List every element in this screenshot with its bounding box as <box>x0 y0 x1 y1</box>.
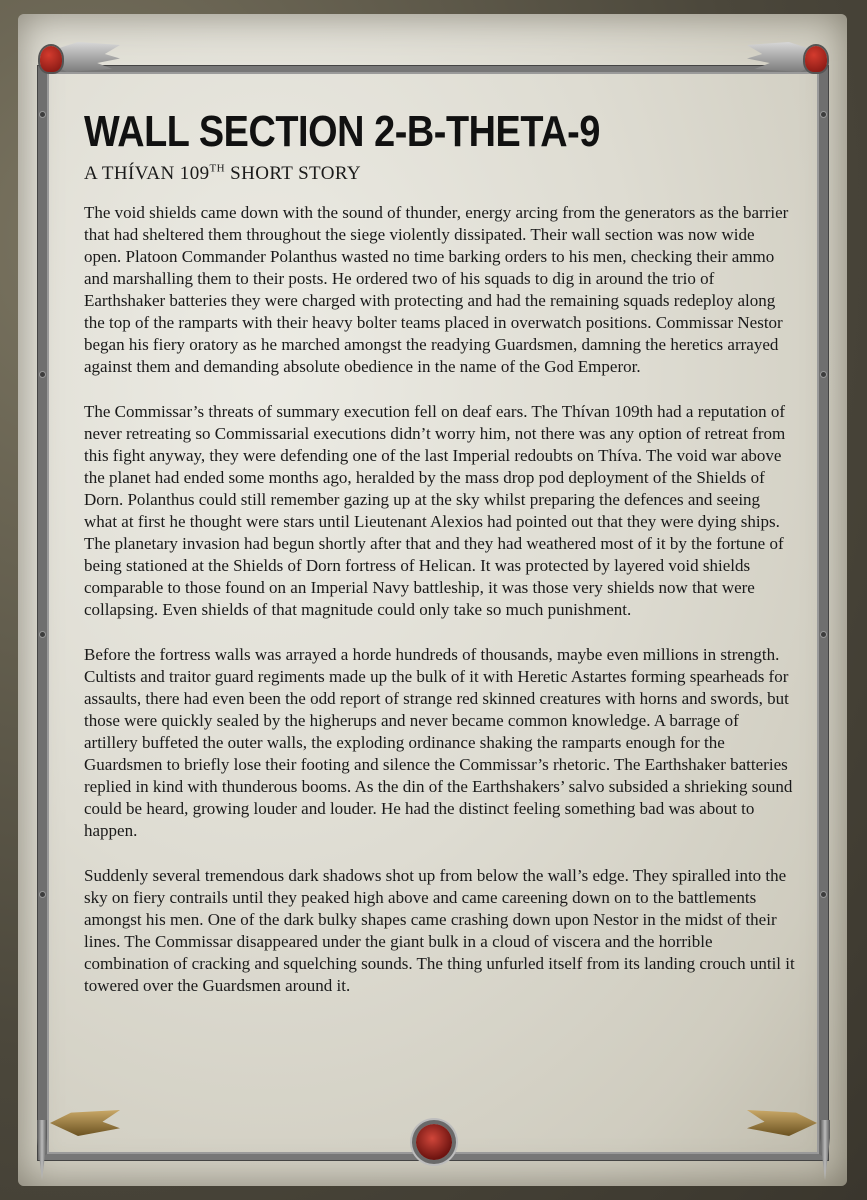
rivet-icon <box>821 372 826 377</box>
rivet-icon <box>40 632 45 637</box>
subtitle-prefix: A THÍVAN 109 <box>84 163 210 184</box>
page-title: WALL SECTION 2-B-THETA-9 <box>84 107 600 156</box>
subtitle-suffix: SHORT STORY <box>224 163 361 184</box>
paragraph: The void shields came down with the sound of thunder, energy arcing from the generators as the barrier that had sheltered them throughout the siege violently dissipated. Their wall section was now wide open. Platoon Commander Polanthus wasted no time barking orders to his men, checking their ammo and marshalling them to their posts. He ordered two of his squads to dig in around the trio of Earthshaker batteries they were charged with protecting and had the remaining squads redeploy along the top of the ramparts with their heavy bolter teams placed in overwatch positions. Commissar Nestor began his fiery oratory as he marched amongst the readying Guardsmen, damning the heretics arrayed against them and demanding absolute obedience in the name of the God Emperor. <box>84 203 789 376</box>
story-content <box>84 106 796 1020</box>
paragraph: Suddenly several tremendous dark shadows shot up from below the wall’s edge. They spiralled into the sky on fiery contrails until they peaked high above and came careening down on to the battlements amongst his men. One of the dark bulky shapes came crashing down upon Nestor in the midst of their lines. The Commissar disappeared under the giant bulk in a cloud of viscera and the horrible combination of cracking and squelching sounds. The thing unfurled itself from its landing crouch until it towered over the Guardsmen around it. <box>84 866 795 995</box>
rivet-icon <box>821 892 826 897</box>
story-body <box>84 202 796 997</box>
page-subtitle <box>84 162 796 186</box>
eagle-head-icon <box>40 46 62 72</box>
subtitle-ordinal: TH <box>209 162 225 175</box>
rivet-icon <box>40 892 45 897</box>
rivet-icon <box>40 372 45 377</box>
rivet-icon <box>821 112 826 117</box>
paragraph: The Commissar’s threats of summary execution fell on deaf ears. The Thívan 109th had a reputation of never retreating so Commissarial executions didn’t worry him, not there was any option of retreat from this fight anyway, they were defending one of the last Imperial redoubts on Thíva. The void war above the planet had ended some months ago, heralded by the mass drop pod deployment of the Shields of Dorn. Polanthus could still remember gazing up at the sky whilst preparing the defences and seeing what at first he thought were stars until Lieutenant Alexios had pointed out that they were dying ships. The planetary invasion had begun shortly after that and they had weathered most of it by the fortune of being stationed at the Shields of Dorn fortress of Helican. It was protected by layered void shields comparable to those found on an Imperial Navy battleship, it was those very shields now that were collapsing. Even shields of that magnitude could only take so much punishment. <box>84 402 786 619</box>
rivet-icon <box>821 632 826 637</box>
eagle-head-icon <box>805 46 827 72</box>
rivet-icon <box>40 112 45 117</box>
paragraph: Before the fortress walls was arrayed a horde hundreds of thousands, maybe even millions in strength. Cultists and traitor guard regiments made up the bulk of it with Heretic Astartes forming spearheads for assaults, there had even been the odd report of strange red skinned creatures with horns and swords, but those were quickly sealed by the higherups and never became common knowledge. A barrage of artillery buffeted the outer walls, the exploding ordinance shaking the ramparts enough for the Guardsmen to briefly lose their footing and silence the Commissar’s rhetoric. The Earthshaker batteries replied in kind with thunderous booms. As the din of the Earthshakers’ salvo subsided a shrieking sound could be heard, growing louder and louder. He had the distinct feeling something bad was about to happen. <box>84 645 793 840</box>
skull-seal-icon <box>416 1124 452 1160</box>
